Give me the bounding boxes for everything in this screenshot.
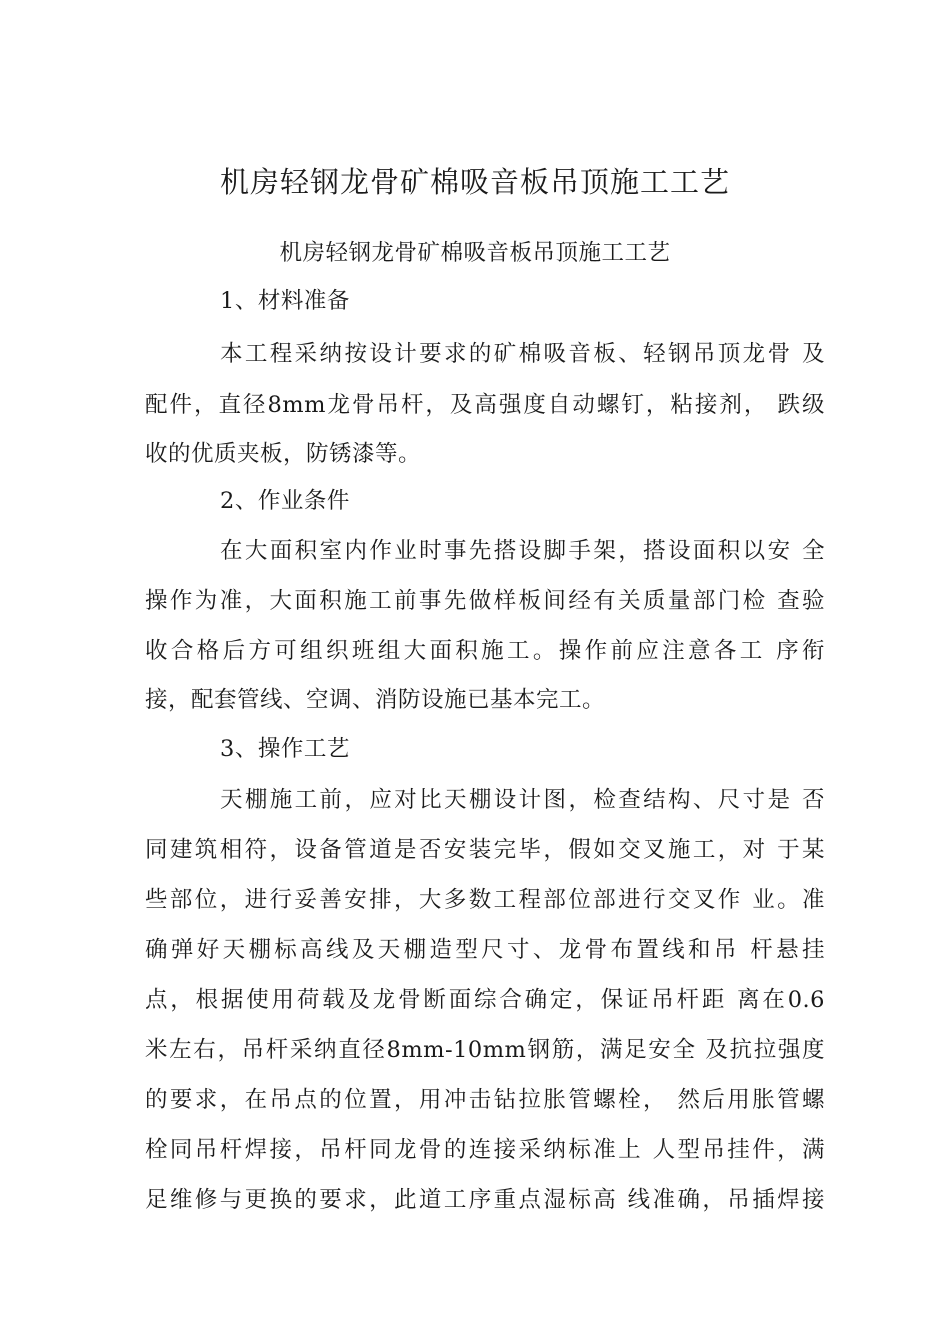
paragraph-line: 栓同吊杆焊接，吊杆同龙骨的连接采纳标准上 人型吊挂件，满 xyxy=(145,1137,825,1163)
paragraph-line: 的要求，在吊点的位置，用冲击钻拉胀管螺栓， 然后用胀管螺 xyxy=(145,1087,825,1113)
document-subtitle: 机房轻钢龙骨矿棉吸音板吊顶施工工艺 xyxy=(279,240,671,266)
paragraph-line: 收合格后方可组织班组大面积施工。操作前应注意各工 序衔 xyxy=(145,638,825,664)
paragraph-line: 些部位，进行妥善安排，大多数工程部位部进行交叉作 业。准 xyxy=(145,887,825,913)
section-heading-materials: 1、材料准备 xyxy=(220,288,350,314)
paragraph-line: 接，配套管线、空调、消防设施已基本完工。 xyxy=(145,687,606,713)
paragraph-line: 天棚施工前，应对比天棚设计图，检查结构、尺寸是 否 xyxy=(220,787,825,813)
paragraph-line: 操作为准，大面积施工前事先做样板间经有关质量部门检 查验 xyxy=(145,588,825,614)
paragraph-line: 确弹好天棚标高线及天棚造型尺寸、龙骨布置线和吊 杆悬挂 xyxy=(145,937,825,963)
paragraph-line: 米左右，吊杆采纳直径8mm-10mm钢筋，满足安全 及抗拉强度 xyxy=(145,1037,825,1063)
section-heading-conditions: 2、作业条件 xyxy=(220,488,350,514)
paragraph-line: 点，根据使用荷载及龙骨断面综合确定，保证吊杆距 离在0.6 xyxy=(145,987,825,1013)
document-title: 机房轻钢龙骨矿棉吸音板吊顶施工工艺 xyxy=(219,165,730,199)
paragraph-line: 足维修与更换的要求，此道工序重点湿标高 线准确，吊插焊接 xyxy=(145,1187,825,1213)
paragraph-line: 配件，直径8mm龙骨吊杆，及高强度自动螺钉，粘接剂， 跌级 xyxy=(145,392,825,418)
paragraph-line: 本工程采纳按设计要求的矿棉吸音板、轻钢吊顶龙骨 及 xyxy=(220,341,825,367)
section-heading-process: 3、操作工艺 xyxy=(220,736,350,762)
paragraph-line: 同建筑相符，设备管道是否安装完毕，假如交叉施工，对 于某 xyxy=(145,837,825,863)
paragraph-line: 收的优质夹板，防锈漆等。 xyxy=(145,441,422,467)
paragraph-line: 在大面积室内作业时事先搭设脚手架，搭设面积以安 全 xyxy=(220,538,825,564)
